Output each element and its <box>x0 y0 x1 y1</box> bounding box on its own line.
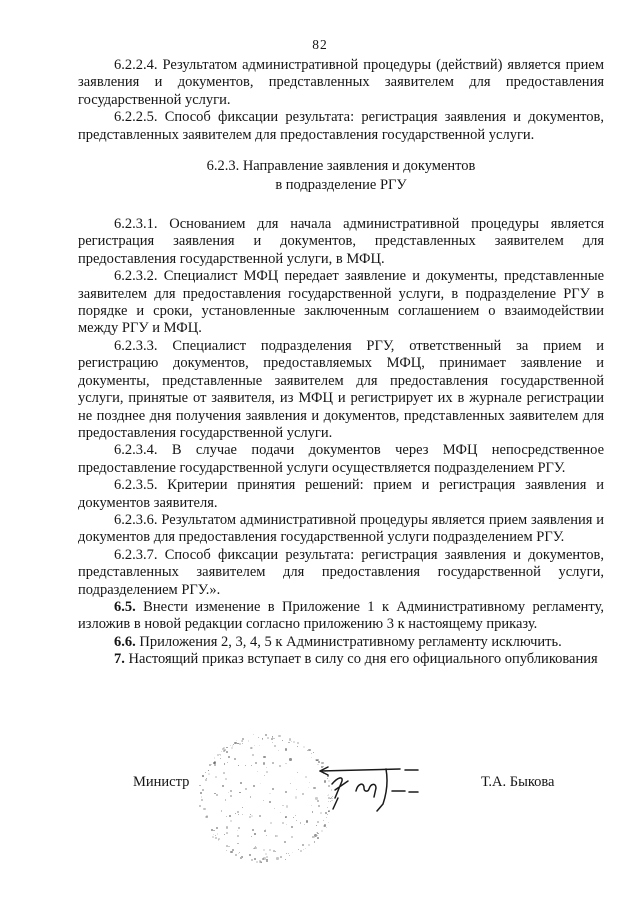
signature-under-dashes <box>392 791 418 792</box>
paragraph-6-2-3-2: 6.2.3.2. Специалист МФЦ передает заявление и документы, представленные заявителем для предоставления государственной услуги, в подразделение РГУ в порядке и сроки, установленные заключенным соглашением о взаимодействии между РГУ и МФЦ. <box>78 268 605 337</box>
signature-descender <box>377 769 387 811</box>
paragraph-number: 6.5. <box>114 598 144 615</box>
paragraph-6-2-3-6: 6.2.3.6. Результатом административной процедуры является прием заявления и документов для предоставления государственной услуги подразделением РГУ. <box>78 511 604 546</box>
paragraph-6-2-3-3: 6.2.3.3. Специалист подразделения РГУ, ответственный за прием и регистрацию документов, предоставляемых МФЦ, принимает заявление и документы, представленные заявителем для предоставления государственной услуги, принятые от заявителя, из МФЦ и регистрирует их в журнале регистрации не позднее дня получения заявления и документов, представленных заявителем для предоставления государственной услуги. <box>78 337 605 441</box>
paragraph-6-2-2-4: 6.2.2.4. Результатом административной процедуры (действий) является прием заявления и документов, представленных заявителем для предоставления государственной услуги. <box>78 57 605 108</box>
paragraph-6-2-3-7: 6.2.3.7. Способ фиксации результата: регистрация заявления и документов, представленных заявителем для предоставления государственной услуги, подразделением РГУ.». <box>78 546 605 598</box>
paragraph-6-2-2-5: 6.2.2.5. Способ фиксации результата: регистрация заявления и документов, представленных заявителем для предоставления государственной услуги. <box>78 109 605 143</box>
signature-tail <box>333 798 338 809</box>
paragraph-7: 7. Настоящий приказ вступает в силу со дня его официального опубликования <box>114 651 598 668</box>
paragraph-number: 6.6. <box>114 633 140 650</box>
paragraph-6-5: 6.5. Внести изменение в Приложение 1 к Административному регламенту, изложив в новой редакции согласно приложению 3 к настоящему приказу. <box>78 598 605 633</box>
signatory-name: Т.А. Быкова <box>481 774 555 790</box>
paragraph-6-6: 6.6. Приложения 2, 3, 4, 5 к Административному регламенту исключить. <box>114 633 562 650</box>
paragraph-number: 6.2.3.3. <box>114 337 173 354</box>
paragraph-number: 6.2.3.2. <box>114 268 164 285</box>
paragraph-number: 7. <box>114 651 129 668</box>
section-heading <box>78 157 604 195</box>
paragraph-number: 6.2.3.6. <box>114 511 162 528</box>
document-body <box>78 57 604 669</box>
signatory-title: Министр <box>133 774 190 790</box>
paragraph-6-2-3-5: 6.2.3.5. Критерии принятия решений: прием и регистрация заявления и документов заявителя. <box>78 477 604 511</box>
paragraph-number: 6.2.2.4. <box>114 57 163 73</box>
signature-top-line <box>320 769 400 771</box>
paragraph-number: 6.2.3.1. <box>114 216 170 233</box>
page-number: 82 <box>312 37 328 52</box>
signature-loop-1 <box>332 778 348 798</box>
paragraph-number: 6.2.3.7. <box>114 546 165 563</box>
paragraph-number: 6.2.2.5. <box>114 109 165 126</box>
paragraph-6-2-3-1: 6.2.3.1. Основанием для начала административной процедуры является регистрация заявления и документов, представленных заявителем для предоставления государственной услуги, в МФЦ. <box>78 216 605 267</box>
paragraph-6-2-3-4: 6.2.3.4. В случае подачи документов через МФЦ непосредственное предоставление государственной услуги осуществляется подразделением РГУ. <box>78 442 605 476</box>
paragraph-number: 6.2.3.4. <box>114 442 172 459</box>
paragraph-number: 6.2.3.5. <box>114 477 168 494</box>
handwritten-signature <box>312 760 424 816</box>
section-heading-line: 6.2.3. Направление заявления и документов <box>206 158 476 175</box>
section-heading-line: в подразделение РГУ <box>275 177 407 194</box>
signature-loop-2 <box>356 784 376 797</box>
